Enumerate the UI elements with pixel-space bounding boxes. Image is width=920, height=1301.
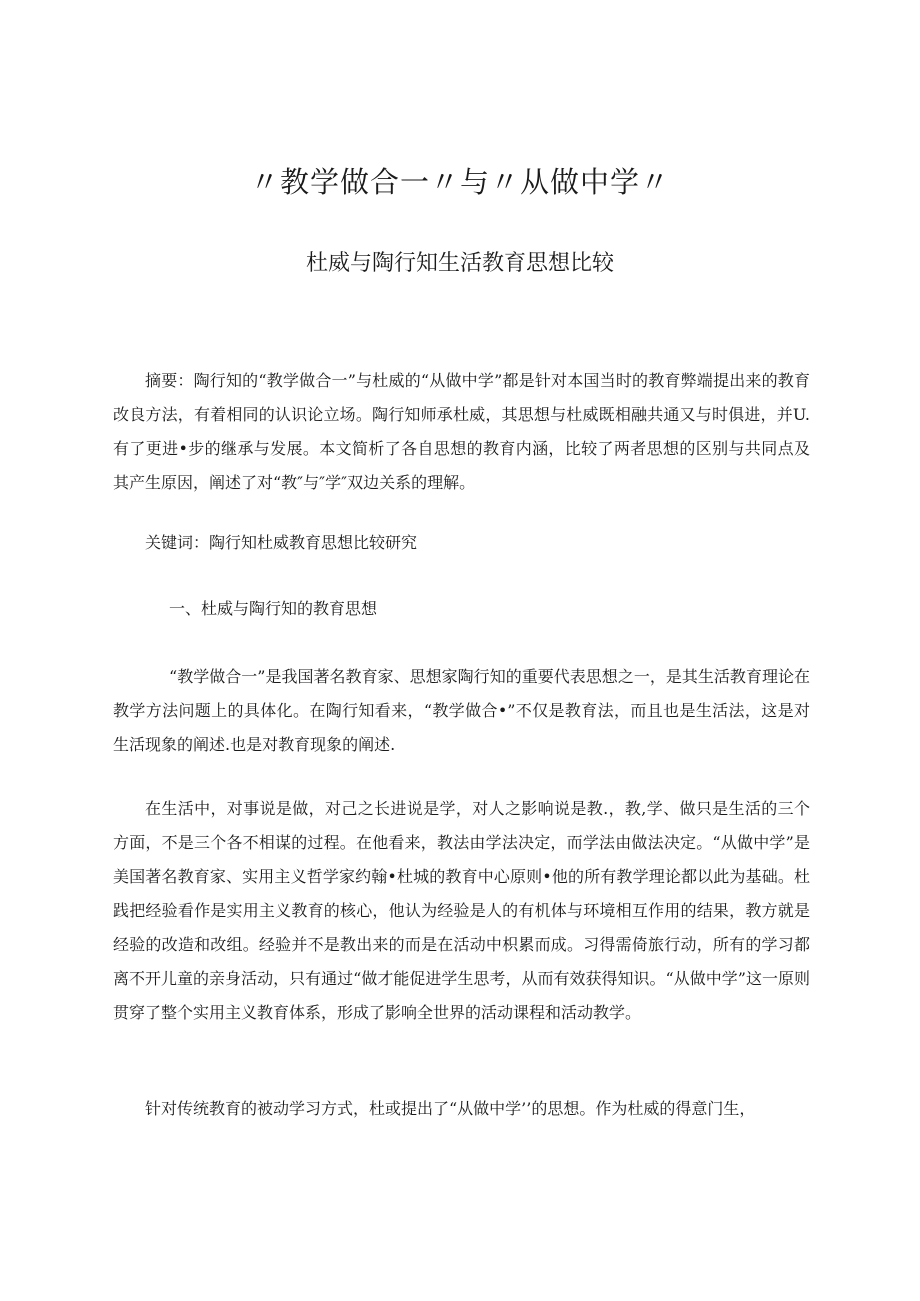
- abstract-paragraph: 摘要：陶行知的“教学做合一”与杜威的“从做中学”都是针对本国当时的教育弊端提出来的教育改良方法，有着相同的认识论立场。陶行知师承杜威，其思想与杜威既相融共通又与时俱进，并U.有了更进•步的继承与发展。本文简析了各自思想的教育内涵，比较了两者思想的区别与共同点及其产生原因，阐述了对“教″与″学″双边关系的理解。: [113, 371, 810, 492]
- keywords-line: 关键词：陶行知杜威教育思想比较研究: [145, 533, 418, 552]
- body-paragraph-2: 在生活中，对事说是做，对己之长进说是学，对人之影响说是教.，教,学、做只是生活的三个方面，不是三个各不相谋的过程。在他看来，教法由学法决定，而学法由做法决定。“从做中学”是美国著名教育家、实用主义哲学家约翰•杜城的教育中心原则•他的所有教学理论都以此为基础。杜践把经验看作是实用主义教育的核心，他认为经验是人的有机体与环境相互作用的结果，教方就是经验的改造和改组。经验并不是教出来的而是在活动中枳累而成。习得需倚旅行动，所有的学习都离不开儿童的亲身活动，只有通过“做才能促进学生思考，从而有效获得知识。“从做中学”这一原则贯穿了整个实用主义教育体系，形成了影响全世界的活动课程和活动教学。: [113, 799, 810, 1022]
- document-title: 〃教学做合一〃与〃从做中学〃: [249, 165, 670, 199]
- body-paragraph-3: 针对传统教育的被动学习方式，杜或提出了“从做中学’’的思想。作为杜威的得意门生，: [145, 1099, 756, 1118]
- document-subtitle: 杜威与陶行知生活教育思想比较: [305, 251, 614, 276]
- section-heading: 一、杜威与陶行知的教育思想: [169, 599, 378, 618]
- body-paragraph-1: “教学做合一”是我国著名教育家、思想家陶行知的重要代表思想之一，是其生活教育理论在教学方法问题上的具体化。在陶行知看来，“教学做合•”不仅是教育法，而且也是生活法，这是对生活现象的阐述.也是对教育现象的阐述.: [113, 667, 810, 754]
